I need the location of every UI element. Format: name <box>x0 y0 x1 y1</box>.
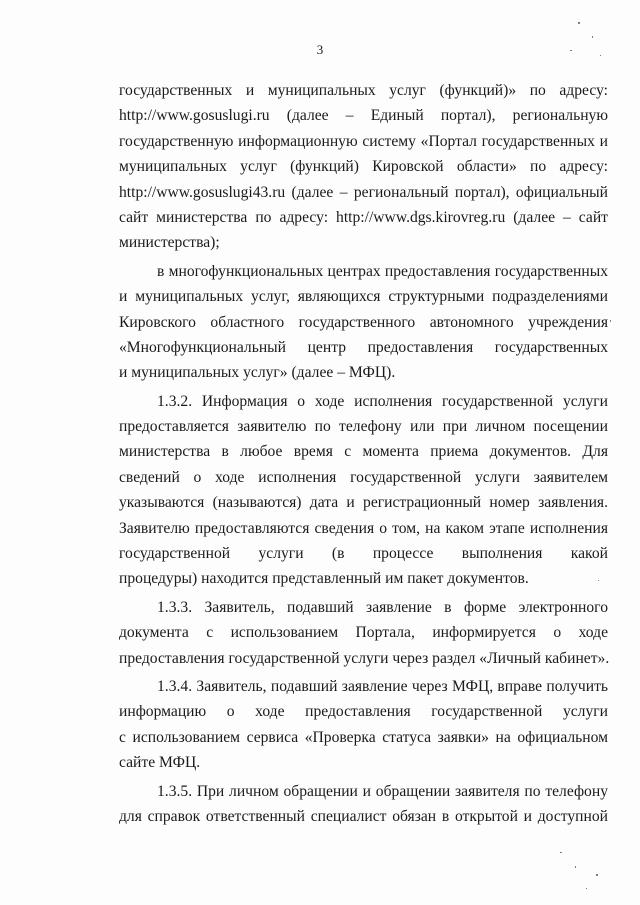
body-text <box>119 78 608 829</box>
text-line: 1.3.2. Информация о ходе исполнения государственной услуги <box>157 392 608 410</box>
text-line: и муниципальных услуг» (далее – МФЦ). <box>119 364 396 382</box>
text-line: сайт министерства по адресу: http://www.dgs.kirovreg.ru (далее – сайт <box>119 208 608 226</box>
text-line: муниципальных услуг (функций) Кировской области» по адресу: <box>119 158 608 176</box>
text-line: с использованием сервиса «Проверка статуса заявки» на официальном <box>119 728 608 746</box>
paragraph <box>119 674 608 776</box>
text-line: процедуры) находится представленный им пакет документов. <box>119 570 529 588</box>
text-line: предоставления государственной услуги через раздел «Личный кабинет». <box>119 649 610 667</box>
text-line: государственную информационную систему «Портал государственных и <box>119 132 608 150</box>
paragraph <box>119 259 608 386</box>
text-line: для справок ответственный специалист обязан в открытой и доступной <box>119 807 608 825</box>
text-line: предоставляется заявителю по телефону или при личном посещении <box>119 418 608 436</box>
text-line: указываются (называются) дата и регистрационный номер заявления. <box>119 494 608 512</box>
text-line: в многофункциональных центрах предоставления государственных <box>157 262 608 280</box>
text-line: и муниципальных услуг, являющихся структурными подразделениями <box>119 288 608 306</box>
text-line: 1.3.4. Заявитель, подавший заявление через МФЦ, вправе получить <box>157 677 608 695</box>
text-line: «Многофункциональный центр предоставления государственных <box>119 338 608 356</box>
scan-speck <box>575 866 576 868</box>
paragraph <box>119 595 608 671</box>
text-line: министерства в любое время с момента приема документов. Для <box>119 443 608 461</box>
text-line: документа с использованием Портала, информируется о ходе <box>119 624 608 642</box>
text-line: информацию о ходе предоставления государственной услуги <box>119 703 608 721</box>
text-line: Кировского областного государственного автономного учреждения <box>119 313 608 331</box>
scan-speck <box>592 36 593 38</box>
text-line: сайте МФЦ. <box>119 754 201 772</box>
scan-speck <box>596 874 598 876</box>
paragraph <box>119 78 608 256</box>
scan-speck <box>578 22 580 24</box>
scan-speck <box>586 888 587 889</box>
scan-speck <box>598 580 599 581</box>
text-line: государственных и муниципальных услуг (функций)» по адресу: <box>119 82 608 99</box>
scan-speck <box>610 320 611 322</box>
page-number: 3 <box>316 42 324 57</box>
text-line: http://www.gosuslugi.ru (далее – Единый портал), региональную <box>119 107 608 125</box>
scan-speck <box>560 852 562 853</box>
text-line: министерства); <box>119 234 220 252</box>
scan-speck <box>570 50 572 51</box>
text-line: Заявителю предоставляются сведения о том, на каком этапе исполнения <box>119 519 608 537</box>
paragraph <box>119 779 608 830</box>
paragraph <box>119 389 608 592</box>
text-line: 1.3.5. При личном обращении и обращении заявителя по телефону <box>157 782 608 800</box>
text-line: государственной услуги (в процессе выполнения какой <box>119 545 608 563</box>
text-line: 1.3.3. Заявитель, подавший заявление в форме электронного <box>157 598 608 616</box>
text-line: http://www.gosuslugi43.ru (далее – региональный портал), официальный <box>119 183 608 201</box>
text-line: сведений о ходе исполнения государственной услуги заявителем <box>119 468 608 486</box>
scan-speck <box>600 55 601 56</box>
